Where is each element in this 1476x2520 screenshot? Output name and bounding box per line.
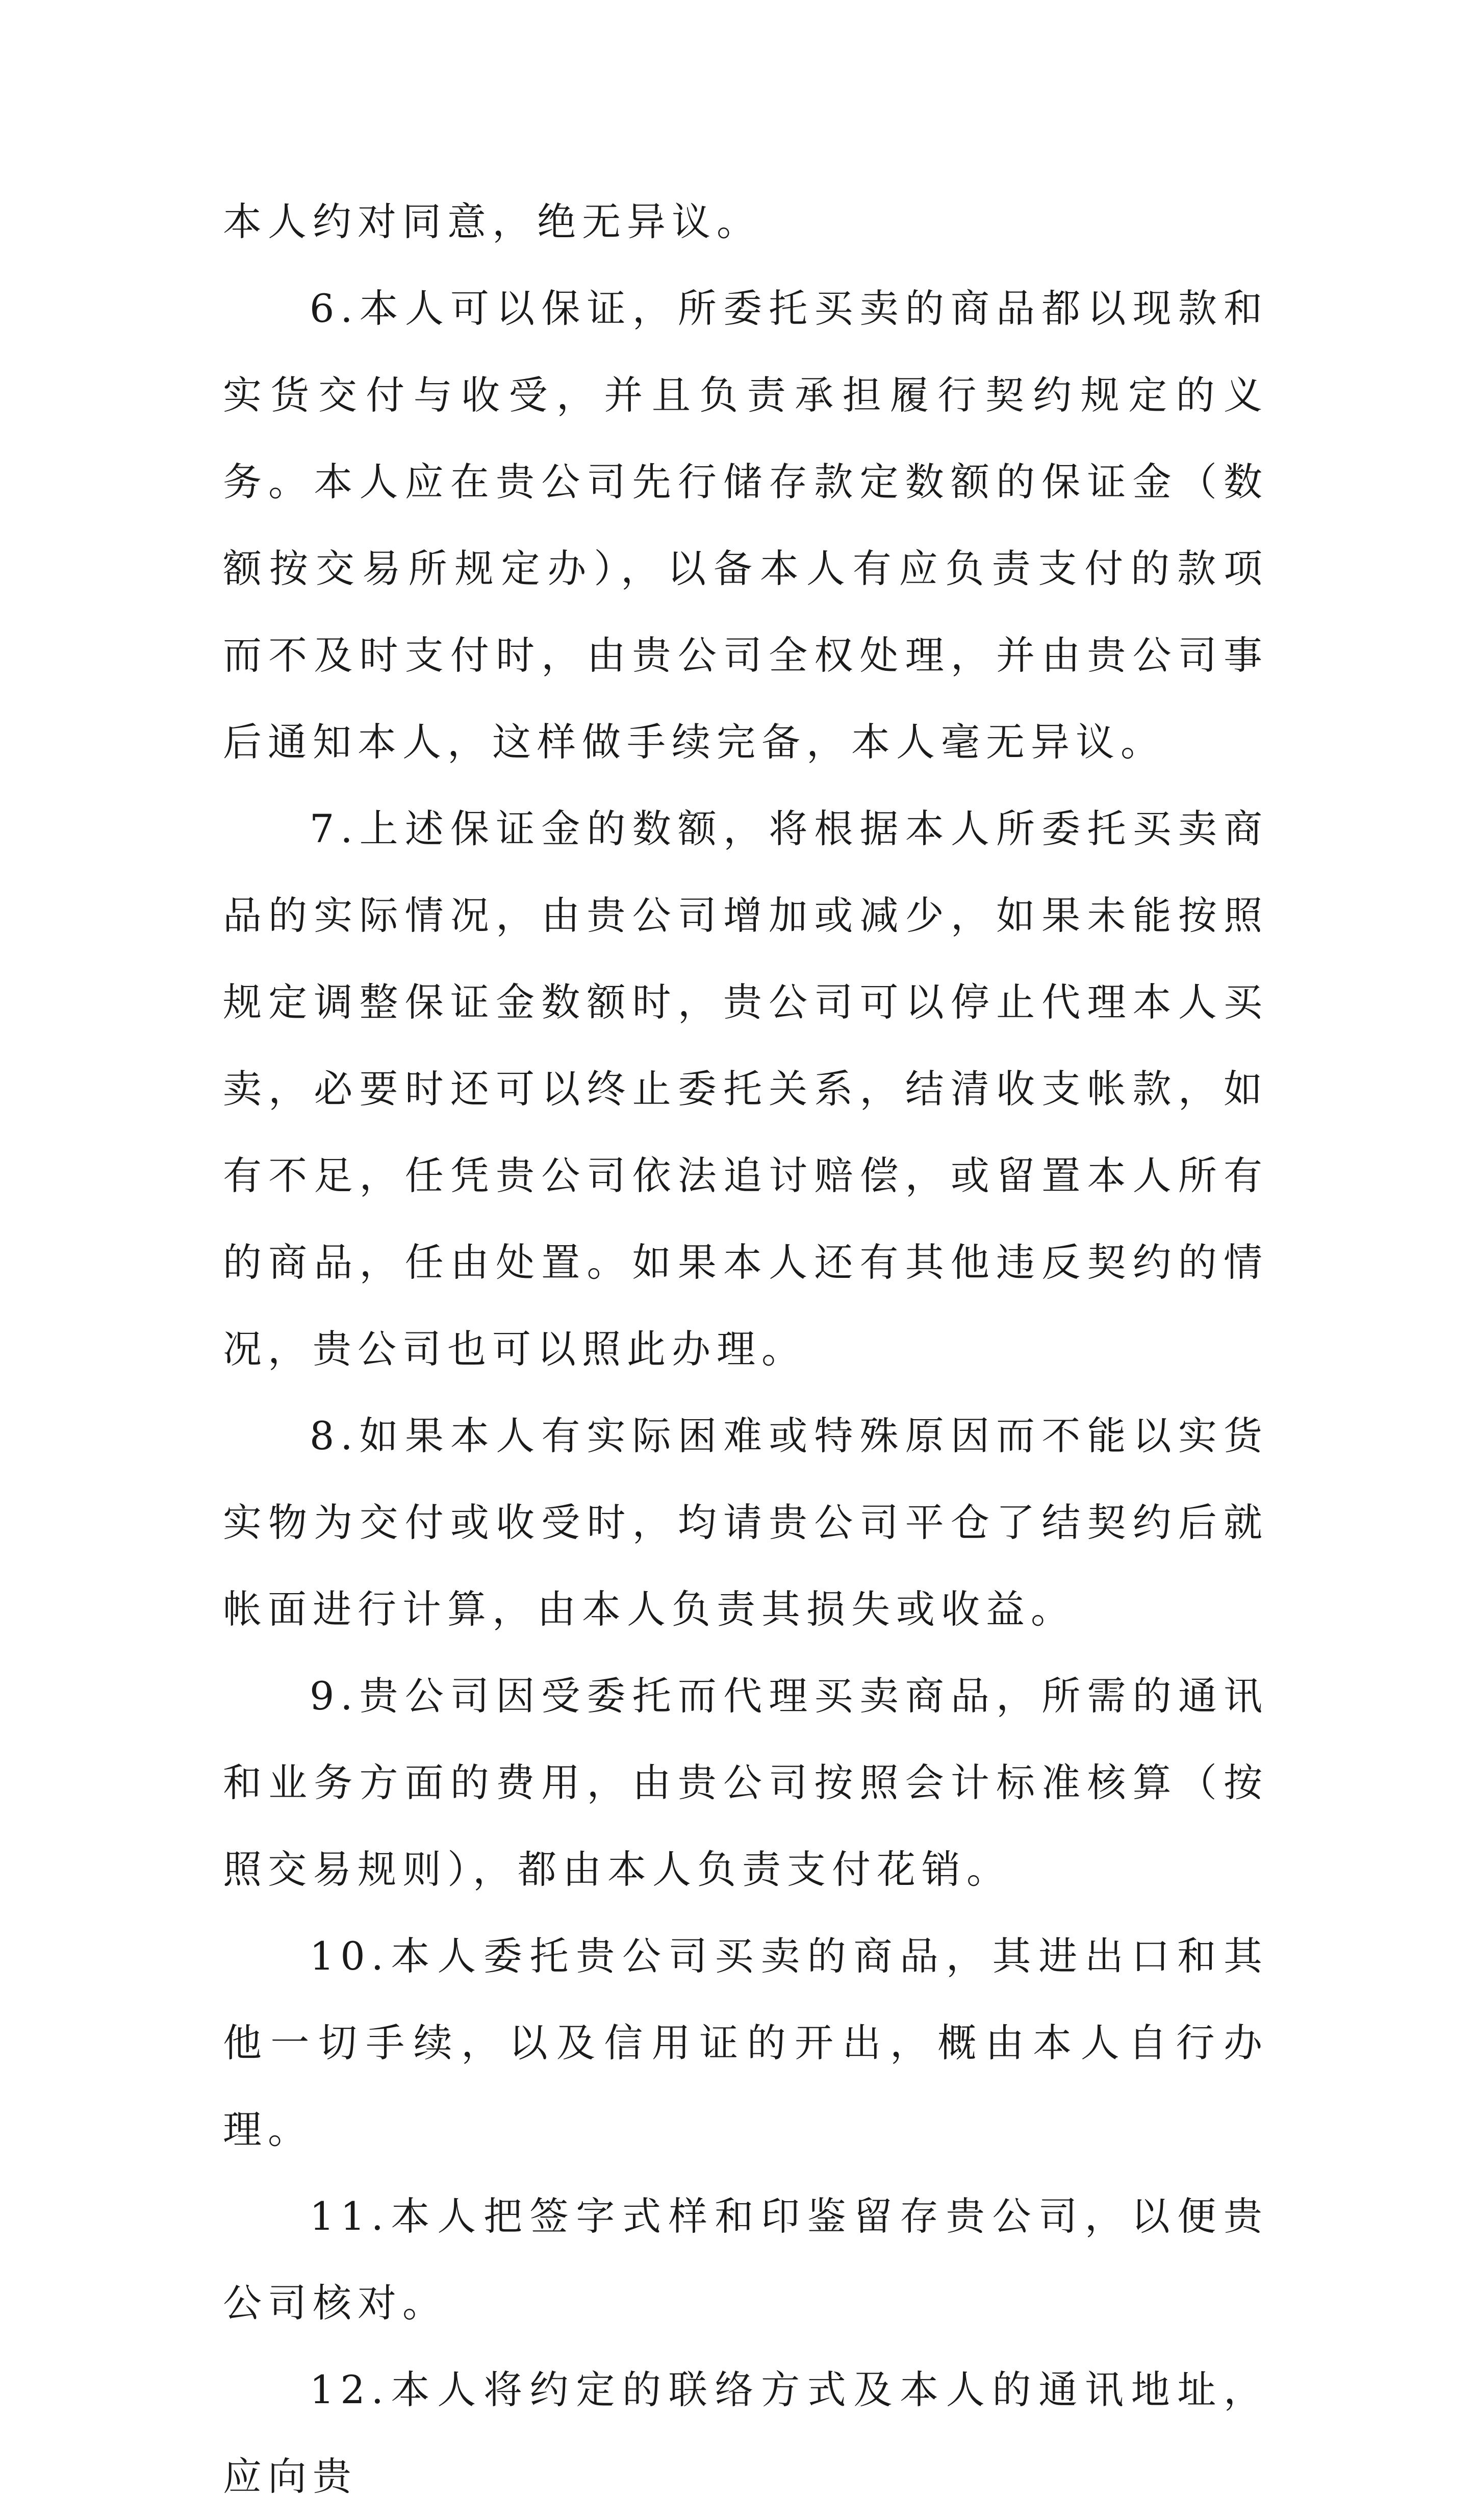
paragraph-clause-10: 10.本人委托贵公司买卖的商品，其进出口和其他一切手续，以及信用证的开出，概由本人自行办理。 xyxy=(223,1933,1268,2152)
paragraph-clause-8: 8.如果本人有实际困难或特殊原因而不能以实货实物为交付或收受时，均请贵公司平仓了结契约后就帐面进行计算，由本人负责其损失或收益。 xyxy=(223,1413,1268,1632)
paragraph-continuation: 本人约对同意，绝无异议。 xyxy=(223,199,761,244)
paragraph-clause-11: 11.本人把签字式样和印鉴留存贵公司，以便贵公司核对。 xyxy=(223,2194,1268,2326)
paragraph-clause-6: 6.本人可以保证，所委托买卖的商品都以现款和实货交付与收受，并且负责承担履行契约规定的义务。本人应在贵公司先行储存款定数额的保证金（数额按交易所规定办），以备本人有应负责支付的款项而不及时支付时，由贵公司全权处理，并由贵公司事后通知本人，这样做手续完备，本人毫无异议。 xyxy=(223,286,1268,765)
paragraph-clause-7: 7.上述保证金的数额，将根据本人所委托买卖商品的实际情况，由贵公司增加或减少，如果未能按照规定调整保证金数额时，贵公司可以停止代理本人买卖，必要时还可以终止委托关系，结清收支帐款，如有不足，任凭贵公司依法追讨赔偿，或留置本人所有的商品，任由处置。如果本人还有其他违反契约的情况，贵公司也可以照此办理。 xyxy=(223,806,1268,1372)
paragraph-clause-9: 9.贵公司因受委托而代理买卖商品，所需的通讯和业务方面的费用，由贵公司按照会计标准核算（按照交易规则），都由本人负责支付花销。 xyxy=(223,1673,1268,1892)
paragraph-clause-12: 12.本人将约定的联络方式及本人的通讯地址，应向贵 xyxy=(223,2367,1268,2499)
document-body xyxy=(223,179,1268,2520)
